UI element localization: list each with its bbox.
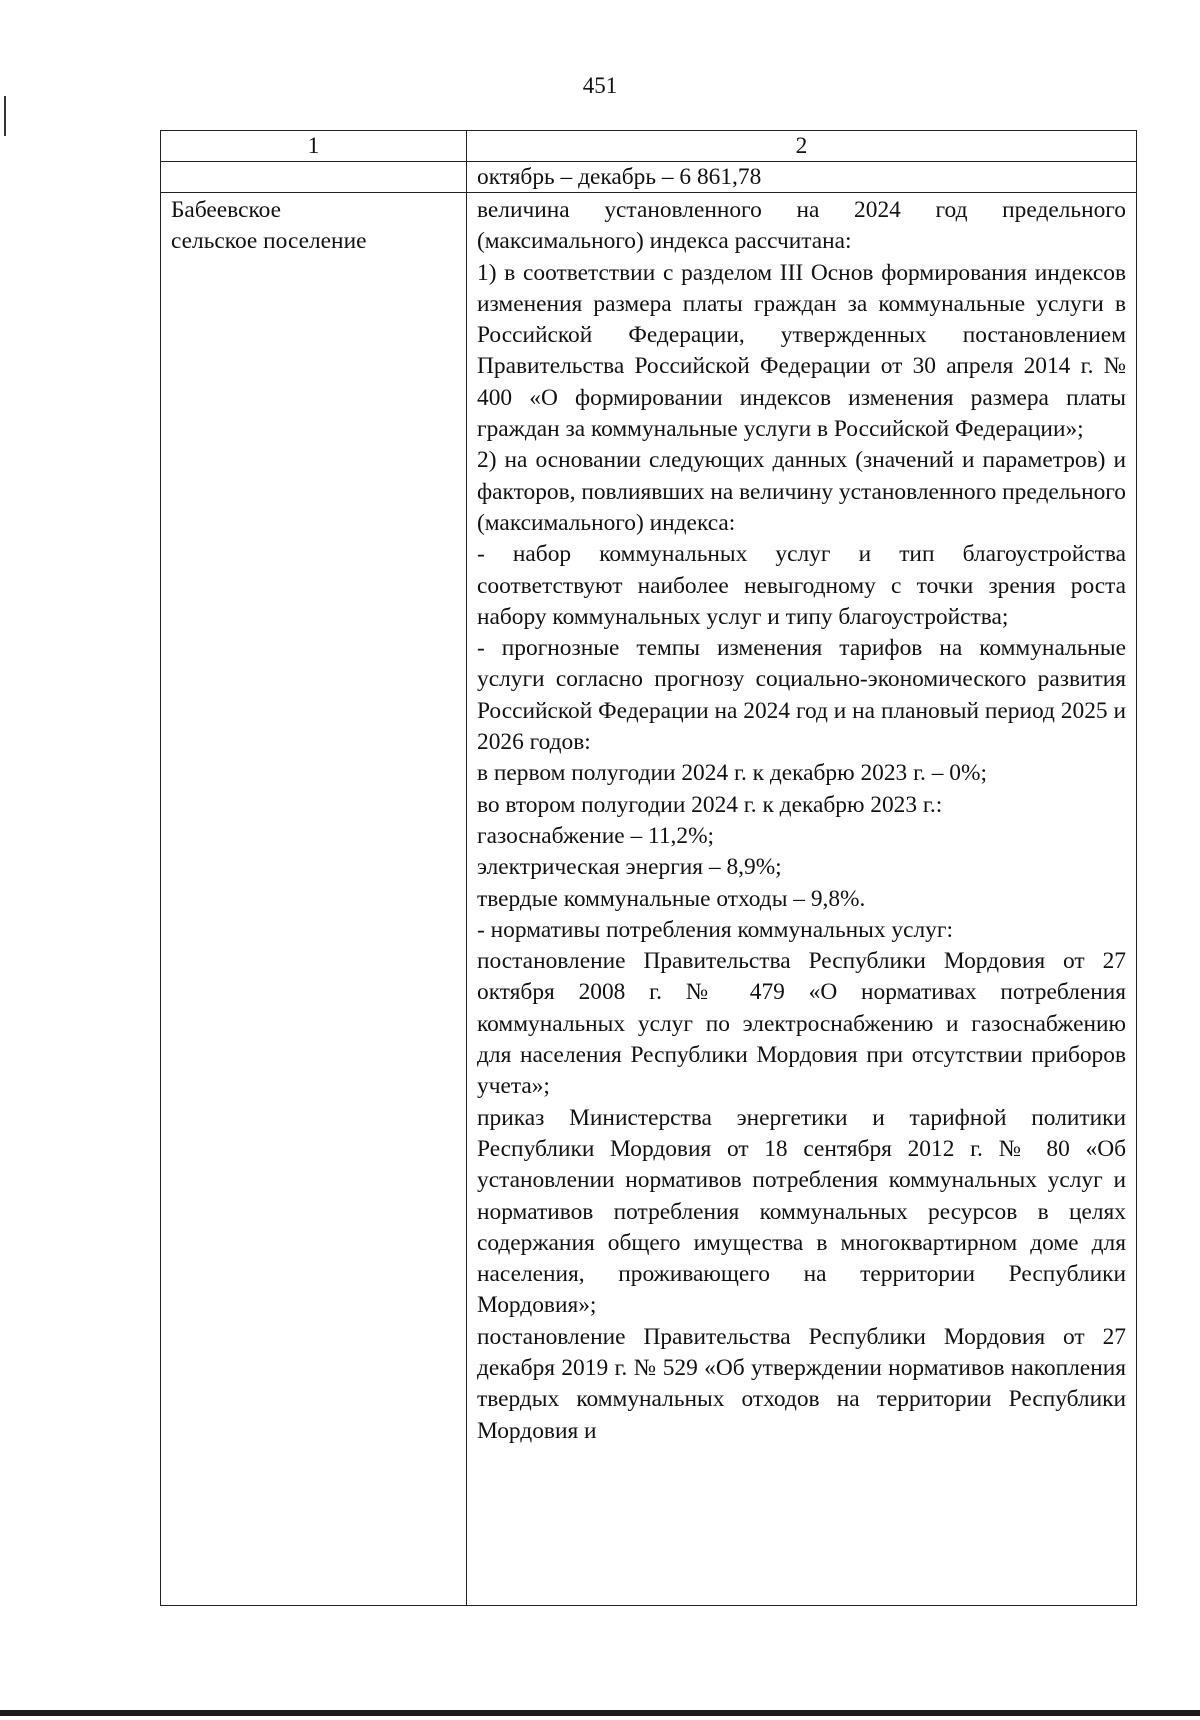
page-number: 451 <box>582 73 618 98</box>
continuation-cell-col1 <box>161 162 467 193</box>
document-table <box>160 130 1137 1606</box>
index-description-cell <box>467 193 1137 1606</box>
table-header-row <box>161 131 1137 162</box>
text-paragraph: приказ Министерства энергетики и тарифной политики Республики Мордовия от 18 сентября 2012 г. № 80 «Об установлении нормативов потребления коммунальных услуг и нормативов потребления коммунальных ресурсов в целях содержания общего имущества в многоквартирном доме для населения, проживающего на территории Республики Мордовия»; <box>477 1104 1126 1319</box>
settlement-name-line: сельское поселение <box>171 228 367 255</box>
text-paragraph: - набор коммунальных услуг и тип благоустройства соответствуют наиболее невыгодному с точки зрения роста набору коммунальных услуг и типу благоустройства; <box>477 541 1126 630</box>
scan-margin-mark <box>4 96 6 136</box>
scan-edge-bar <box>0 1710 1200 1716</box>
text-paragraph: во втором полугодии 2024 г. к декабрю 2023 г.: <box>477 791 943 818</box>
text-paragraph: - прогнозные темпы изменения тарифов на коммунальные услуги согласно прогнозу социально-экономического развития Российской Федерации на 2024 год и на плановый период 2025 и 2026 годов: <box>477 635 1126 756</box>
text-paragraph: 2) на основании следующих данных (значений и параметров) и факторов, повлиявших на величину установленного предельного (максимального) индекса: <box>477 447 1126 536</box>
text-paragraph: в первом полугодии 2024 г. к декабрю 2023 г. – 0%; <box>477 760 987 787</box>
table-row-continuation <box>161 162 1137 193</box>
header-cell-col1: 1 <box>161 131 467 162</box>
text-paragraph: - нормативы потребления коммунальных услуг: <box>477 916 953 943</box>
text-paragraph: твердые коммунальные отходы – 9,8%. <box>477 885 866 912</box>
text-paragraph: электрическая энергия – 8,9%; <box>477 854 782 881</box>
continuation-cell-col2: октябрь – декабрь – 6 861,78 <box>467 162 1137 193</box>
text-paragraph: газоснабжение – 11,2%; <box>477 822 715 849</box>
settlement-name-cell <box>161 193 467 1606</box>
table-row-settlement <box>161 193 1137 1606</box>
text-paragraph: постановление Правительства Республики Мордовия от 27 декабря 2019 г. № 529 «Об утверждении нормативов накопления твердых коммунальных отходов на территории Республики Мордовия и <box>477 1323 1126 1444</box>
header-cell-col2: 2 <box>467 131 1137 162</box>
text-paragraph: величина установленного на 2024 год предельного (максимального) индекса рассчитана: <box>477 197 1126 255</box>
settlement-name-line: Бабеевское <box>171 197 281 223</box>
text-paragraph: 1) в соответствии с разделом III Основ формирования индексов изменения размера платы граждан за коммунальные услуги в Российской Федерации, утвержденных постановлением Правительства Российской Федерации от 30 апреля 2014 г. № 400 «О формировании индексов изменения размера платы граждан за коммунальные услуги в Российской Федерации»; <box>477 259 1126 443</box>
text-paragraph: постановление Правительства Республики Мордовия от 27 октября 2008 г. № 479 «О нормативах потребления коммунальных услуг по электроснабжению и газоснабжению для населения Республики Мордовия при отсутствии приборов учета»; <box>477 948 1126 1100</box>
